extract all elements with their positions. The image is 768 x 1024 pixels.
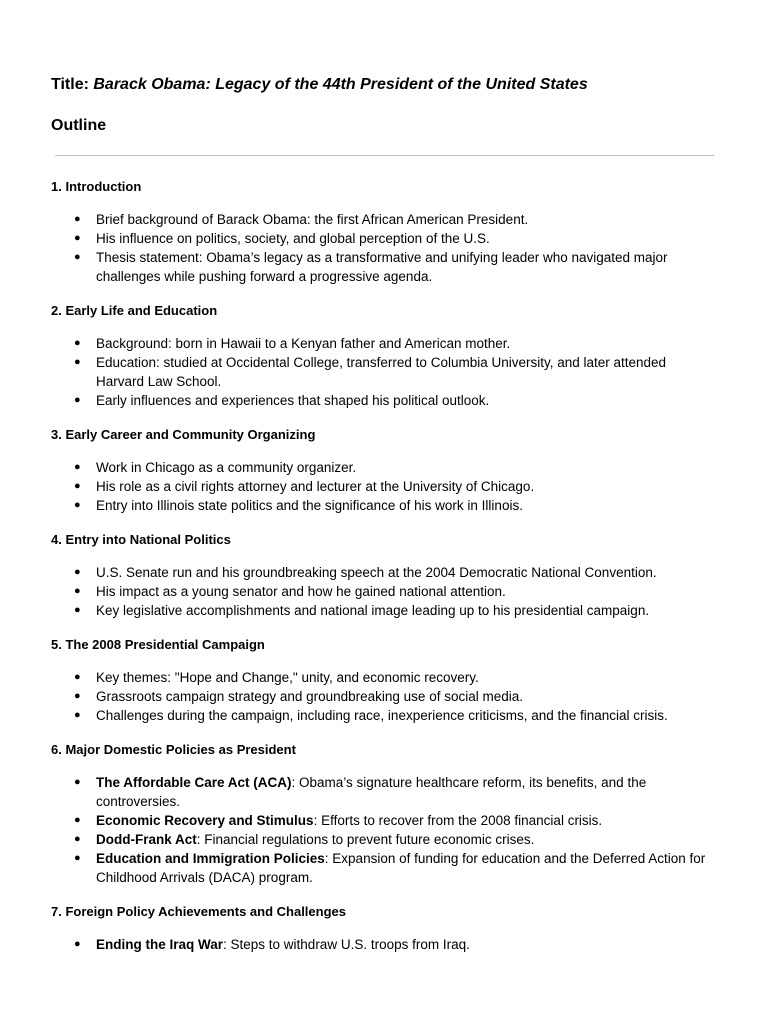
bullet-item <box>51 229 711 248</box>
section-heading: 4. Entry into National Politics <box>51 532 231 547</box>
bullet-lead: Ending the Iraq War <box>96 937 224 952</box>
bullet-item <box>51 563 711 582</box>
section-heading: 2. Early Life and Education <box>51 303 218 318</box>
bullet-lead: Dodd-Frank Act <box>96 832 197 847</box>
bullet-icon: ● <box>74 585 81 597</box>
outline-section <box>51 178 711 286</box>
bullet-icon: ● <box>74 213 81 225</box>
bullet-item <box>51 668 711 687</box>
outline-heading: Outline <box>51 117 107 134</box>
bullet-item <box>51 582 711 601</box>
bullet-icon: ● <box>74 480 81 492</box>
bullet-text: : Expansion of funding for education and the Deferred Action for Childhood Arrivals (DACA) program. <box>96 851 706 885</box>
bullet-icon: ● <box>74 337 81 349</box>
bullet-item <box>51 687 711 706</box>
bullet-icon: ● <box>74 852 81 864</box>
bullet-text: His impact as a young senator and how he gained national attention. <box>96 584 506 599</box>
bullet-icon: ● <box>74 709 81 721</box>
document-title <box>51 75 588 95</box>
bullet-text: : Financial regulations to prevent future economic crises. <box>196 832 535 847</box>
bullet-list <box>51 210 711 286</box>
bullet-item <box>51 496 711 515</box>
bullet-text: Grassroots campaign strategy and groundbreaking use of social media. <box>96 689 523 704</box>
bullet-icon: ● <box>74 566 81 578</box>
bullet-item <box>51 353 711 391</box>
section-heading: 7. Foreign Policy Achievements and Challenges <box>51 904 346 919</box>
bullet-lead: Economic Recovery and Stimulus <box>96 813 314 828</box>
bullet-text: U.S. Senate run and his groundbreaking speech at the 2004 Democratic National Convention. <box>96 565 657 580</box>
section-heading: 5. The 2008 Presidential Campaign <box>51 637 265 652</box>
bullet-text: Brief background of Barack Obama: the first African American President. <box>96 212 529 227</box>
bullet-icon: ● <box>74 461 81 473</box>
title-prefix: Title: <box>51 76 94 93</box>
bullet-icon: ● <box>74 814 81 826</box>
horizontal-rule <box>55 155 714 156</box>
bullet-text: Key themes: "Hope and Change," unity, and economic recovery. <box>96 670 479 685</box>
bullet-text: Entry into Illinois state politics and the significance of his work in Illinois. <box>96 498 523 513</box>
bullet-icon: ● <box>74 690 81 702</box>
bullet-list <box>51 668 711 725</box>
bullet-text: Thesis statement: Obama’s legacy as a transformative and unifying leader who navigated major challenges while pushing forward a progressive agenda. <box>96 250 668 284</box>
bullet-lead: Education and Immigration Policies <box>96 851 325 866</box>
bullet-item <box>51 248 711 286</box>
bullet-icon: ● <box>74 938 81 950</box>
bullet-list <box>51 935 711 954</box>
bullet-text: Work in Chicago as a community organizer. <box>96 460 357 475</box>
bullet-text: His role as a civil rights attorney and lecturer at the University of Chicago. <box>96 479 535 494</box>
bullet-icon: ● <box>74 833 81 845</box>
bullet-item <box>51 811 711 830</box>
bullet-item <box>51 477 711 496</box>
bullet-item <box>51 935 711 954</box>
bullet-text: Education: studied at Occidental College, transferred to Columbia University, and later attended Harvard Law School. <box>96 355 667 389</box>
bullet-item <box>51 849 711 887</box>
bullet-icon: ● <box>74 671 81 683</box>
bullet-text: His influence on politics, society, and global perception of the U.S. <box>96 231 490 246</box>
bullet-item <box>51 334 711 353</box>
bullet-icon: ● <box>74 394 81 406</box>
bullet-item <box>51 773 711 811</box>
outline-section <box>51 636 711 725</box>
outline-section <box>51 302 711 410</box>
outline-section <box>51 531 711 620</box>
bullet-text: Background: born in Hawaii to a Kenyan father and American mother. <box>96 336 511 351</box>
bullet-text: : Obama’s signature healthcare reform, its benefits, and the controversies. <box>96 775 647 809</box>
bullet-item <box>51 391 711 410</box>
title-text: Barack Obama: Legacy of the 44th President of the United States <box>93 76 588 93</box>
bullet-icon: ● <box>74 356 81 368</box>
outline-content <box>51 178 711 970</box>
section-heading: 6. Major Domestic Policies as President <box>51 742 296 757</box>
bullet-icon: ● <box>74 232 81 244</box>
outline-section <box>51 741 711 887</box>
bullet-item <box>51 458 711 477</box>
section-heading: 1. Introduction <box>51 179 142 194</box>
bullet-text: Early influences and experiences that shaped his political outlook. <box>96 393 490 408</box>
bullet-text: Challenges during the campaign, including race, inexperience criticisms, and the financial crisis. <box>96 708 668 723</box>
bullet-text: : Steps to withdraw U.S. troops from Iraq. <box>223 937 470 952</box>
bullet-text: : Efforts to recover from the 2008 financial crisis. <box>313 813 603 828</box>
bullet-icon: ● <box>74 251 81 263</box>
bullet-item <box>51 830 711 849</box>
bullet-icon: ● <box>74 499 81 511</box>
bullet-icon: ● <box>74 604 81 616</box>
section-heading: 3. Early Career and Community Organizing <box>51 427 316 442</box>
bullet-list <box>51 773 711 887</box>
bullet-list <box>51 458 711 515</box>
bullet-lead: The Affordable Care Act (ACA) <box>96 775 292 790</box>
bullet-item <box>51 601 711 620</box>
bullet-list <box>51 334 711 410</box>
outline-section <box>51 903 711 954</box>
bullet-text: Key legislative accomplishments and national image leading up to his presidential campaign. <box>96 603 650 618</box>
bullet-item <box>51 706 711 725</box>
bullet-item <box>51 210 711 229</box>
outline-section <box>51 426 711 515</box>
bullet-list <box>51 563 711 620</box>
bullet-icon: ● <box>74 776 81 788</box>
